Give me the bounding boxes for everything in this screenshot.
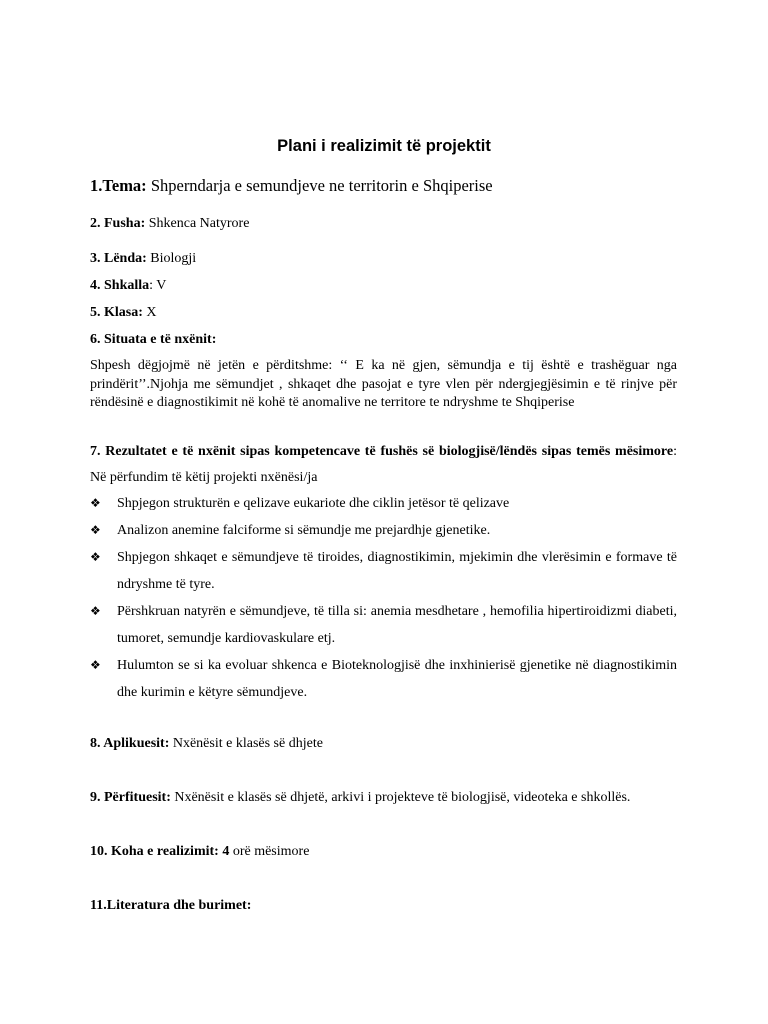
tema-value: Shperndarja e semundjeve ne territorin e Shqiperise <box>146 176 493 195</box>
koha-value: orë mësimore <box>229 844 310 859</box>
situata-heading: 6. Situata e të nxënit: <box>90 332 217 347</box>
koha-label: 10. Koha e realizimit: 4 <box>90 844 230 859</box>
fusha-line <box>90 216 249 232</box>
perfituesit-line <box>90 790 630 806</box>
shkalla-line <box>90 278 166 294</box>
diamond-bullet-icon: ❖ <box>90 496 101 510</box>
koha-line <box>90 844 309 860</box>
fusha-label: 2. Fusha: <box>90 216 146 231</box>
tema-label: 1.Tema: <box>90 176 147 195</box>
rezultatet-list <box>90 490 677 706</box>
klasa-label: 5. Klasa: <box>90 305 143 320</box>
shkalla-label: 4. Shkalla <box>90 278 150 293</box>
list-item: ❖ Analizon anemine falciforme si sëmundje me prejardhje gjenetike. <box>90 517 677 544</box>
list-item: ❖ Përshkruan natyrën e sëmundjeve, të tilla si: anemia mesdhetare , hemofilia hipertiroidizmi diabeti, tumoret, semundje kardiovaskulare etj. <box>90 598 677 652</box>
lenda-label: 3. Lënda: <box>90 251 147 266</box>
document-title: Plani i realizimit të projektit <box>277 137 491 155</box>
aplikuesit-line <box>90 736 323 752</box>
literatura-heading: 11.Literatura dhe burimet: <box>90 898 252 913</box>
diamond-bullet-icon: ❖ <box>90 604 101 618</box>
shkalla-value: : V <box>149 278 167 293</box>
perfituesit-value: Nxënësit e klasës së dhjetë, arkivi i projekteve të biologjisë, videoteka e shkollës. <box>170 790 631 805</box>
tema-line <box>90 176 493 196</box>
rezultatet-intro: : Në përfundim të këtij projekti nxënësi/ja <box>90 444 677 485</box>
lenda-line <box>90 251 196 267</box>
diamond-bullet-icon: ❖ <box>90 658 101 672</box>
list-item: ❖ Shpjegon strukturën e qelizave eukariote dhe ciklin jetësor të qelizave <box>90 490 677 517</box>
rezultatet-label: 7. Rezultatet e të nxënit sipas kompetencave të fushës së biologjisë/lëndës sipas temës mësimore <box>90 444 674 459</box>
diamond-bullet-icon: ❖ <box>90 523 101 537</box>
aplikuesit-label: 8. Aplikuesit: <box>90 736 170 751</box>
lenda-value: Biologji <box>146 251 197 266</box>
klasa-line <box>90 305 157 321</box>
list-item: ❖ Shpjegon shkaqet e sëmundjeve të tiroides, diagnostikimin, mjekimin dhe vlerësimin e formave të ndryshme të tyre. <box>90 544 677 598</box>
list-item: ❖ Hulumton se si ka evoluar shkenca e Bioteknologjisë dhe inxhinierisë gjenetike në diagnostikimin dhe kurimin e këtyre sëmundjeve. <box>90 652 677 706</box>
klasa-value: X <box>142 305 157 320</box>
situata-paragraph: Shpesh dëgjojmë në jetën e përditshme: ‘‘ E ka në gjen, sëmundja e tij është e trashëguar nga prindërit’’.Njohja me sëmundjet , shkaqet dhe pasojat e tyre vlen për ndergjegjësimin e të rinjve për rëndësinë e diagnostikimit në kohë të anomalive ne territore te ndryshme te Shqiperise <box>90 358 677 410</box>
fusha-value: Shkenca Natyrore <box>145 216 250 231</box>
rezultatet-heading <box>90 439 677 491</box>
perfituesit-label: 9. Përfituesit: <box>90 790 171 805</box>
diamond-bullet-icon: ❖ <box>90 550 101 564</box>
aplikuesit-value: Nxënësit e klasës së dhjete <box>169 736 323 751</box>
